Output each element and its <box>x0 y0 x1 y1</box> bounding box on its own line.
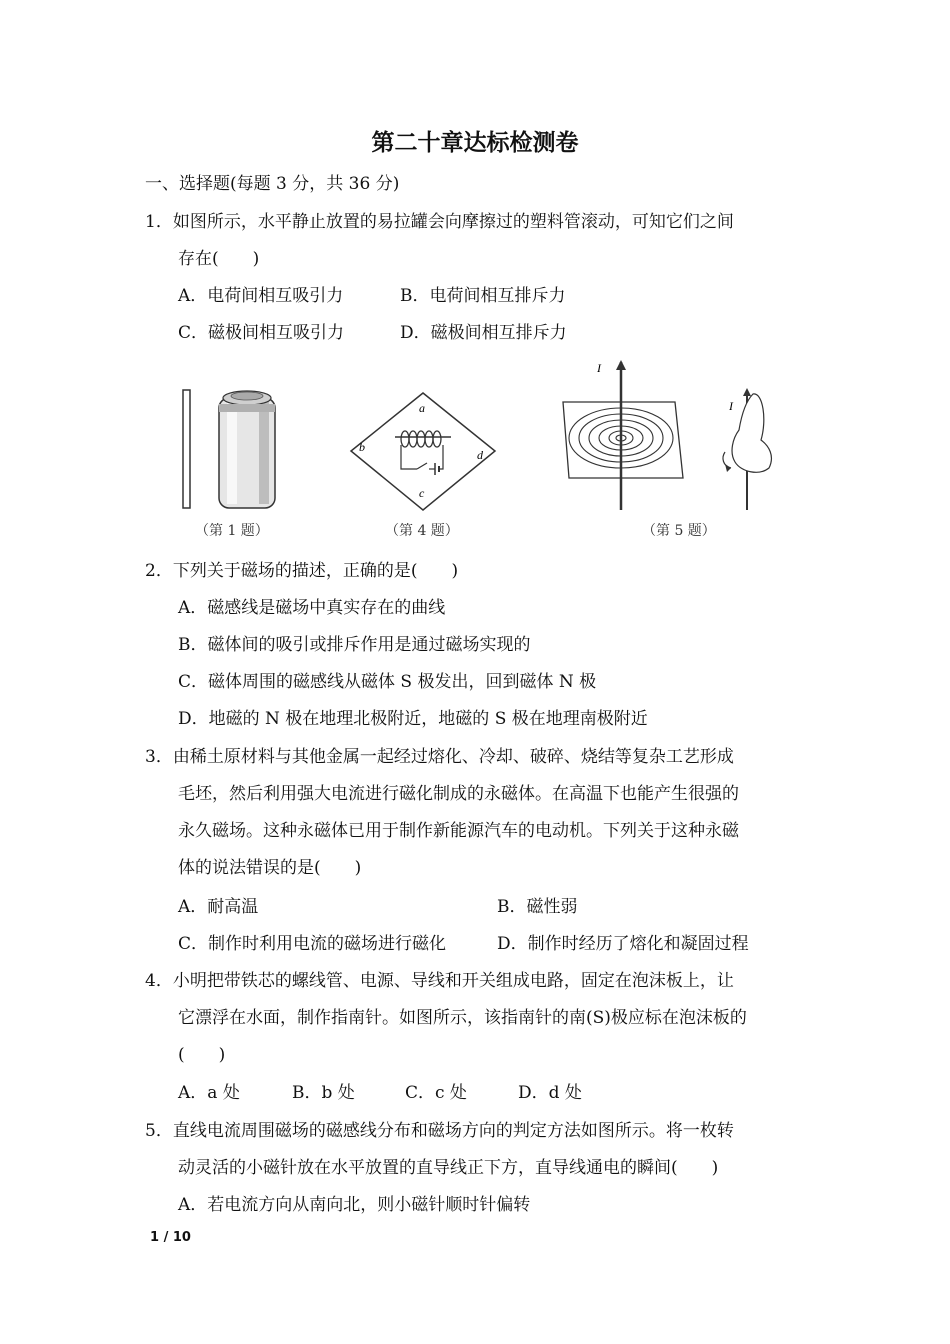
right-hand-rule <box>723 388 771 510</box>
figure-4-solenoid-board <box>343 385 503 520</box>
q5-option-a: A．若电流方向从南向北，则小磁针顺时针偏转 <box>178 1195 531 1215</box>
q4-text-line3: ( ) <box>178 1045 226 1065</box>
page-number: 1 / 10 <box>150 1230 191 1245</box>
label-d: d <box>477 448 483 462</box>
label-current: I <box>597 361 601 375</box>
q2-option-b: B．磁体间的吸引或排斥作用是通过磁场实现的 <box>178 635 531 655</box>
q1-text-line1: 1．如图所示，水平静止放置的易拉罐会向摩擦过的塑料管滚动，可知它们之间 <box>145 212 734 232</box>
plastic-tube <box>183 390 190 508</box>
q4-option-d: D．d 处 <box>518 1083 582 1103</box>
q4-option-b: B．b 处 <box>292 1083 355 1103</box>
page-title: 第二十章达标检测卷 <box>371 130 579 156</box>
q1-option-d: D．磁极间相互排斥力 <box>400 323 567 343</box>
current-arrow <box>616 360 626 370</box>
q3-text-line1: 3．由稀土原材料与其他金属一起经过熔化、冷却、破碎、烧结等复杂工艺形成 <box>145 747 734 767</box>
label-a: a <box>419 401 425 415</box>
section-heading: 一、选择题(每题 3 分，共 36 分) <box>145 174 400 194</box>
soda-can <box>219 391 275 508</box>
q5-text-line1: 5．直线电流周围磁场的磁感线分布和磁场方向的判定方法如图所示。将一枚转 <box>145 1121 734 1141</box>
q4-option-c: C．c 处 <box>405 1083 467 1103</box>
figure-5-caption: （第 5 题） <box>642 523 716 539</box>
q2-text-line1: 2．下列关于磁场的描述，正确的是( ) <box>145 561 459 581</box>
figure-4-caption: （第 4 题） <box>385 523 459 539</box>
q1-text-line2: 存在( ) <box>178 249 260 269</box>
figure-1-can-and-tube <box>175 378 290 518</box>
q3-option-c: C．制作时利用电流的磁场进行磁化 <box>178 934 447 954</box>
q2-option-c: C．磁体周围的磁感线从磁体 S 极发出，回到磁体 N 极 <box>178 672 597 692</box>
label-c: c <box>419 486 425 500</box>
svg-text:I: I <box>729 399 733 413</box>
q3-option-a: A．耐高温 <box>178 897 259 917</box>
card-board <box>563 402 683 478</box>
q3-option-d: D．制作时经历了熔化和凝固过程 <box>497 934 749 954</box>
q3-text-line4: 体的说法错误的是( ) <box>178 858 362 878</box>
q4-option-a: A．a 处 <box>178 1083 240 1103</box>
q1-option-b: B．电荷间相互排斥力 <box>400 286 566 306</box>
label-b: b <box>359 440 365 454</box>
q3-text-line3: 永久磁场。这种永磁体已用于制作新能源汽车的电动机。下列关于这种永磁 <box>178 821 739 841</box>
figure-5-straight-current-field <box>555 360 800 515</box>
q5-text-line2: 动灵活的小磁针放在水平放置的直导线正下方，直导线通电的瞬间( ) <box>178 1158 719 1178</box>
figure-1-caption: （第 1 题） <box>195 523 269 539</box>
q4-text-line1: 4．小明把带铁芯的螺线管、电源、导线和开关组成电路，固定在泡沫板上，让 <box>145 971 734 991</box>
q1-option-c: C．磁极间相互吸引力 <box>178 323 345 343</box>
q1-option-a: A．电荷间相互吸引力 <box>178 286 344 306</box>
q2-option-a: A．磁感线是磁场中真实存在的曲线 <box>178 598 446 618</box>
q2-option-d: D．地磁的 N 极在地理北极附近，地磁的 S 极在地理南极附近 <box>178 709 648 729</box>
q3-text-line2: 毛坯，然后利用强大电流进行磁化制成的永磁体。在高温下也能产生很强的 <box>178 784 739 804</box>
q4-text-line2: 它漂浮在水面，制作指南针。如图所示，该指南针的南(S)极应标在泡沫板的 <box>178 1008 747 1028</box>
q3-option-b: B．磁性弱 <box>497 897 578 917</box>
